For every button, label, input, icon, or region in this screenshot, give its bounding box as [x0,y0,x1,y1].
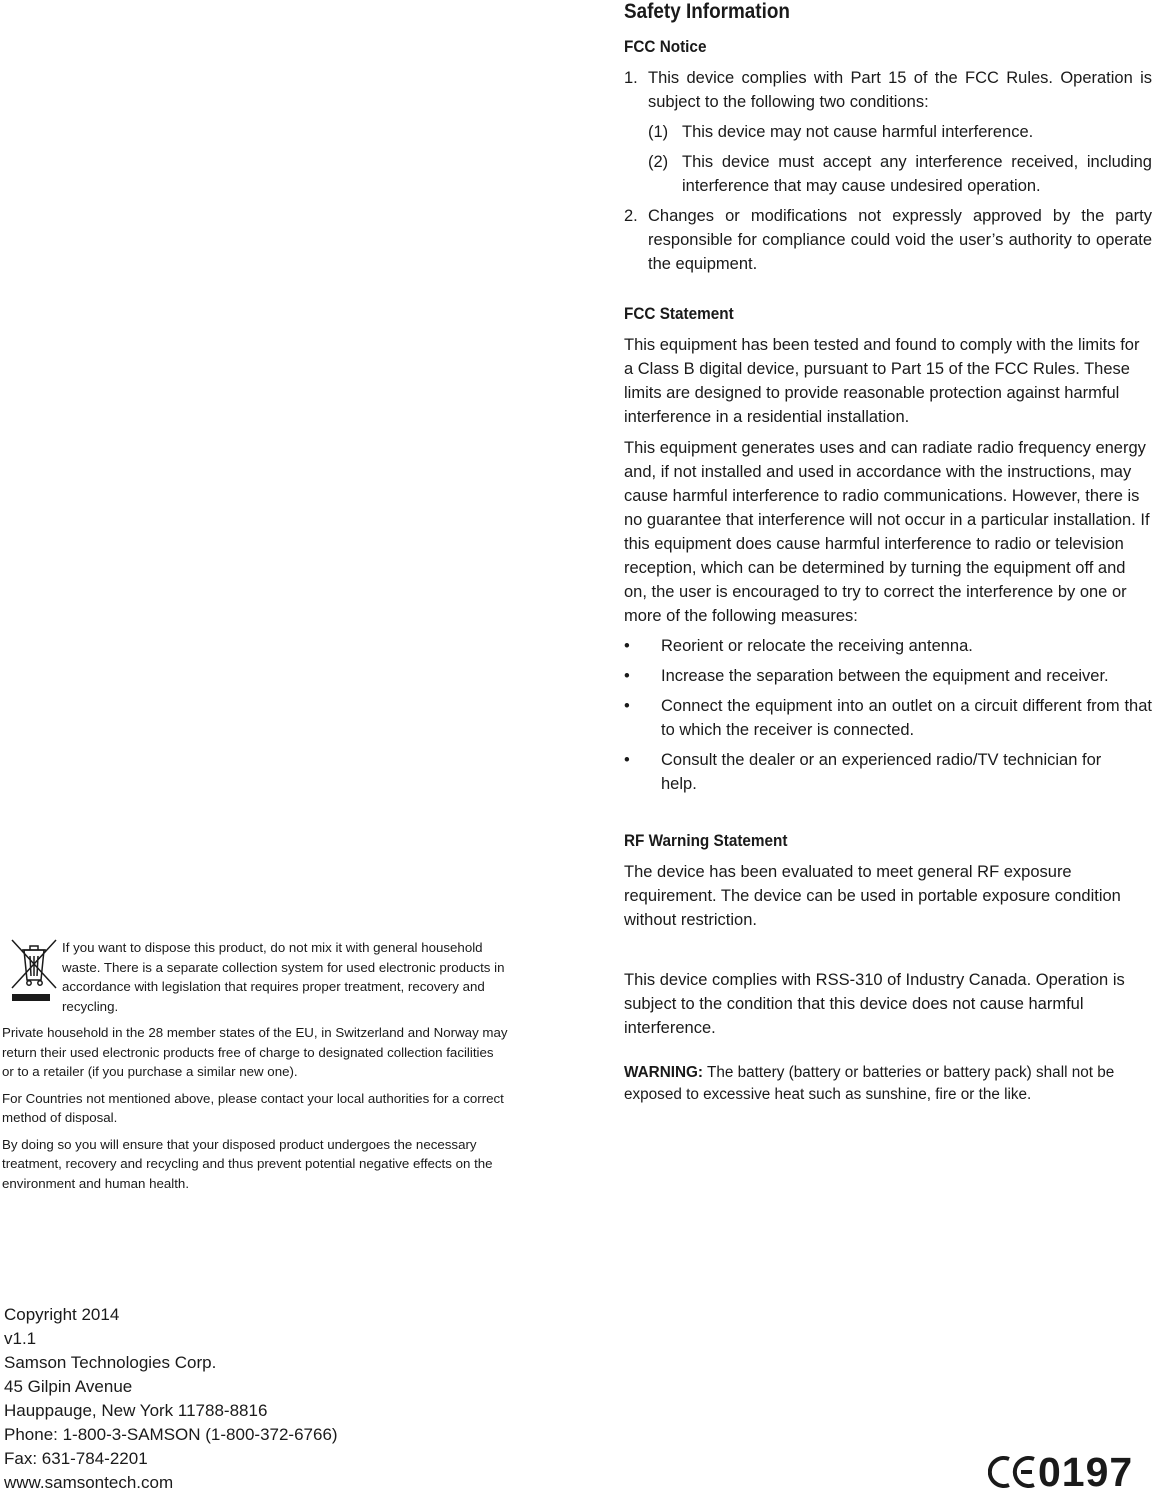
list-item-text: Changes or modifications not expressly approved by the party responsible for compliance could void the user’s authority to operate the equipment. [648,207,1152,273]
warning-text: The battery (battery or batteries or battery pack) shall not be exposed to excessive heat such as sunshine, fire or the like. [624,1064,1115,1103]
list-number: 1. [624,69,638,87]
bullet-mark: • [624,637,630,655]
version: v1.1 [4,1329,37,1348]
list-number: 2. [624,207,638,225]
disposal-other-countries-paragraph: For Countries not mentioned above, please contact your local authorities for a correct method of disposal. [2,1090,504,1125]
bullet-text: Reorient or relocate the receiving antenna. [661,637,973,655]
street-address: 45 Gilpin Avenue [4,1377,133,1396]
disposal-section [2,938,508,1193]
condition-text: This device may not cause harmful interference. [682,123,1034,141]
safety-information-section [624,0,1152,1106]
fcc-notice-item-2 [624,204,1152,276]
phone: Phone: 1-800-3-SAMSON (1-800-372-6766) [4,1425,338,1444]
crossed-bin-icon [10,938,58,1002]
industry-canada-paragraph: This device complies with RSS-310 of Industry Canada. Operation is subject to the condition that this device does not cause harmful interference. [624,971,1125,1037]
measure-bullet-1 [624,634,1152,658]
fcc-notice-item-1 [624,66,1152,114]
bullet-mark: • [624,697,630,715]
contact-block [4,1303,444,1495]
website: www.samsontech.com [4,1473,174,1492]
bullet-text: Connect the equipment into an outlet on a circuit different from that to which the receiver is connected. [661,697,1152,739]
disposal-intro: If you want to dispose this product, do not mix it with general household waste. There is a separate collection system for used electronic products in accordance with legislation that requires proper treatment, recovery and recycling. [62,940,505,1014]
condition-number: (2) [648,153,669,171]
disposal-eu-paragraph: Private household in the 28 member states of the EU, in Switzerland and Norway may return their used electronic products free of charge to designated collection facilities or to a retailer (if you purchase a similar new one). [2,1025,508,1079]
fcc-statement-paragraph-1: This equipment has been tested and found to comply with the limits for a Class B digital device, pursuant to Part 15 of the FCC Rules. These limits are designed to provide reasonable protection against harmful interference in a residential installation. [624,336,1140,426]
list-item-text: This device complies with Part 15 of the FCC Rules. Operation is subject to the following two conditions: [648,69,1152,111]
fax: Fax: 631-784-2201 [4,1449,148,1468]
notified-body-number: 0197 [1038,1449,1134,1495]
fcc-statement-paragraph-2: This equipment generates uses and can radiate radio frequency energy and, if not installed and used in accordance with the instructions, may cause harmful interference to radio communications. However, there is no guarantee that interference will not occur in a particular installation. If this equipment does cause harmful interference to radio or television reception, which can be determined by turning the equipment off and on, the user is encouraged to try to correct the interference by one or more of the following measures: [624,439,1150,625]
fcc-notice-heading: FCC Notice [624,37,707,56]
measure-bullet-2 [624,664,1152,688]
fcc-condition-1 [648,120,1152,144]
bullet-mark: • [624,667,630,685]
measure-bullet-4 [624,748,1152,796]
company-name: Samson Technologies Corp. [4,1353,217,1372]
bullet-text: Increase the separation between the equipment and receiver. [661,667,1109,685]
fcc-statement-heading: FCC Statement [624,304,734,323]
ce-mark-icon [988,1455,1038,1489]
ce-mark [986,1450,1152,1494]
warning-label: WARNING: [624,1064,704,1081]
fcc-condition-2 [648,150,1152,198]
bullet-text: Consult the dealer or an experienced radio/TV technician for help. [661,751,1102,793]
city-address: Hauppauge, New York 11788-8816 [4,1401,268,1420]
condition-number: (1) [648,123,669,141]
rf-warning-heading: RF Warning Statement [624,831,788,850]
page-title: Safety Information [624,0,790,23]
disposal-benefit-paragraph: By doing so you will ensure that your disposed product undergoes the necessary treatment, recovery and recycling and thus prevent potential negative effects on the environment and human health. [2,1136,493,1191]
bullet-mark: • [624,751,630,769]
condition-text: This device must accept any interference received, including interference that may cause undesired operation. [682,153,1152,195]
battery-warning [624,1062,1152,1106]
measure-bullet-3 [624,694,1152,742]
rf-warning-paragraph: The device has been evaluated to meet general RF exposure requirement. The device can be used in portable exposure condition without restriction. [624,863,1121,929]
copyright: Copyright 2014 [4,1305,120,1324]
